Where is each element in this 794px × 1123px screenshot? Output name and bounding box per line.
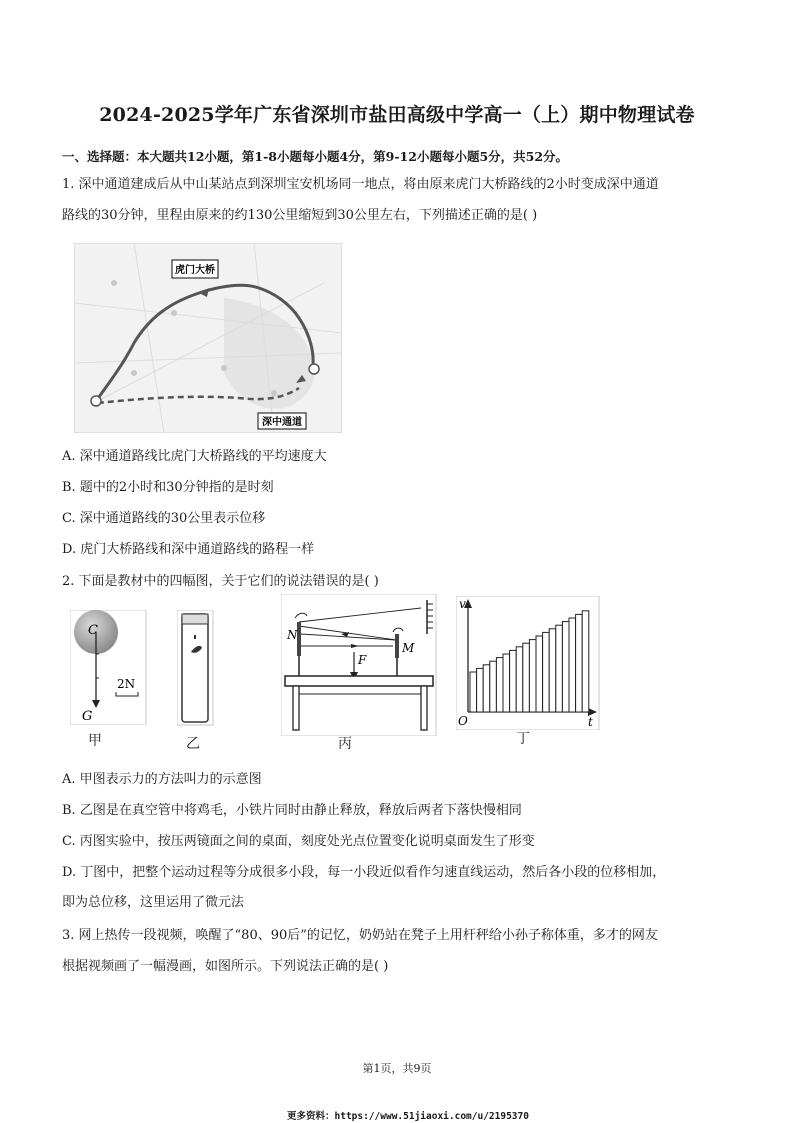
page-footer: 第1页，共9页: [362, 1062, 432, 1075]
q1-stem-line2: 路线的30分钟，里程由原来的约130公里缩短到30公里左右，下列描述正确的是( ): [62, 208, 538, 223]
ding-bar: [470, 672, 477, 712]
q3-stem-line2: 根据视频画了一幅漫画，如图所示。下列说法正确的是( ): [62, 959, 389, 974]
q1-option-a: A. 深中通道路线比虎门大桥路线的平均速度大: [62, 449, 327, 464]
jia-force-label: G: [82, 709, 93, 724]
ding-bar: [562, 622, 569, 712]
q1-route-map: [74, 243, 342, 433]
ding-bar: [536, 636, 543, 712]
q2-option-a: A. 甲图表示力的方法叫力的示意图: [62, 772, 262, 787]
fig-yi: [177, 610, 217, 728]
jia-scale-label: 2N: [117, 677, 136, 691]
q2-option-d-line1: D. 丁图中，把整个运动过程等分成很多小段，每一小段近似看作匀速直线运动，然后各小段的位移相加，: [62, 865, 666, 880]
fig-ding: [456, 596, 600, 730]
fig-bing: [281, 594, 437, 736]
ding-bar: [516, 647, 523, 712]
ding-origin-label: O: [458, 714, 468, 728]
fig-jia-caption: 甲: [88, 733, 102, 749]
q2-option-c: C. 丙图实验中，按压两镜面之间的桌面，刻度处光点位置变化说明桌面发生了形变: [62, 834, 535, 849]
ding-bar: [483, 665, 490, 712]
ding-bar: [543, 632, 550, 712]
ding-bar: [523, 643, 530, 712]
fig-bing-caption: 丙: [338, 736, 352, 752]
q1-option-b: B. 题中的2小时和30分钟指的是时刻: [62, 480, 274, 495]
ding-bar: [576, 614, 583, 712]
bing-mirror-n: N: [287, 628, 298, 642]
ding-bar: [510, 650, 517, 712]
ding-bar: [477, 668, 484, 712]
q1-stem-line1: 1. 深中通道建成后从中山某站点到深圳宝安机场同一地点，将由原来虎门大桥路线的2小时变成深中通道: [62, 177, 659, 192]
ding-x-label: t: [588, 715, 593, 729]
map-label-bridge: 虎门大桥: [175, 265, 215, 276]
ding-bar: [582, 611, 589, 712]
ding-bar: [490, 661, 497, 712]
ding-bar: [503, 654, 510, 712]
map-label-tunnel: 深中通道: [262, 417, 302, 428]
ding-bar: [556, 625, 563, 712]
paper-title: 2024-2025学年广东省深圳市盐田高级中学高一（上）期中物理试卷: [99, 104, 695, 126]
ding-bars: [470, 611, 589, 712]
fig-jia: [70, 610, 150, 725]
ding-bar: [549, 629, 556, 712]
ding-bar: [569, 618, 576, 712]
q2-option-b: B. 乙图是在真空管中将鸡毛，小铁片同时由静止释放，释放后两者下落快慢相同: [62, 803, 522, 818]
ding-bar: [496, 658, 503, 712]
jia-center-label: C: [88, 623, 98, 638]
q3-stem-line1: 3. 网上热传一段视频，唤醒了“80、90后”的记忆，奶奶站在凳子上用杆秤给小孙子称体重，多才的网友: [62, 928, 658, 943]
fig-yi-caption: 乙: [186, 736, 200, 752]
section-heading: 一、选择题：本大题共12小题，第1-8小题每小题4分，第9-12小题每小题5分，共52分。: [62, 149, 569, 164]
ding-bar: [529, 640, 536, 712]
ding-y-label: v: [459, 597, 466, 611]
more-resources-link[interactable]: 更多资料：https://www.51jiaoxi.com/u/2195370: [287, 1111, 529, 1122]
fig-ding-caption: 丁: [516, 731, 530, 747]
q2-option-d-line2: 即为总位移，这里运用了微元法: [62, 895, 245, 910]
bing-force-label: F: [358, 653, 367, 667]
q1-option-c: C. 深中通道路线的30公里表示位移: [62, 511, 266, 526]
q2-stem: 2. 下面是教材中的四幅图，关于它们的说法错误的是( ): [62, 574, 379, 589]
q1-option-d: D. 虎门大桥路线和深中通道路线的路程一样: [62, 542, 315, 557]
bing-mirror-m: M: [402, 641, 415, 655]
